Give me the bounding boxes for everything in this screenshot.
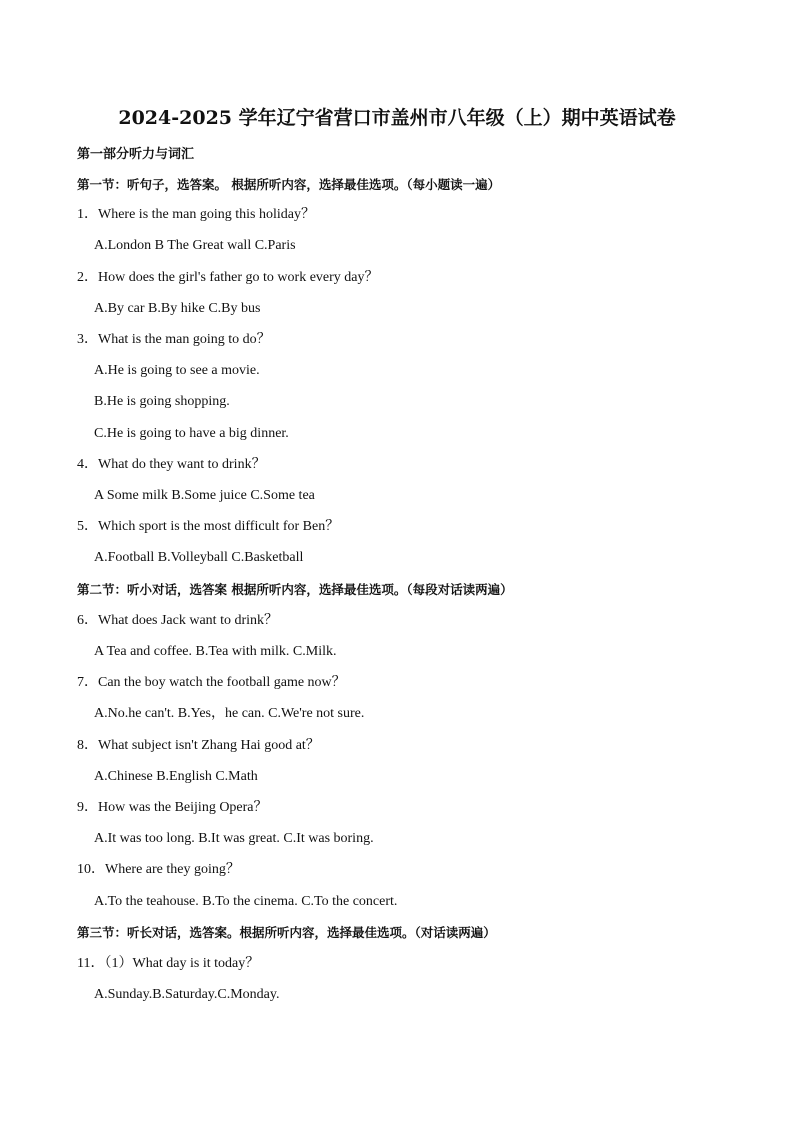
question-3: 3．What is the man going to do？	[77, 332, 271, 347]
question-1: 1．Where is the man going this holiday？	[77, 207, 315, 222]
question-3-option-b: B.He is going shopping.	[94, 394, 230, 409]
question-11: 11．（1）What day is it today？	[77, 956, 260, 971]
section-2-instruction: 第二节：听小对话，选答案 根据所听内容，选择最佳选项。（每段对话读两遍）	[77, 582, 513, 597]
part-heading: 第一部分听力与词汇	[77, 147, 195, 162]
question-5: 5．Which sport is the most difficult for Ben？	[77, 519, 340, 534]
question-8: 8．What subject isn't Zhang Hai good at？	[77, 738, 320, 753]
question-7-options: A.No.he can't. B.Yes，he can. C.We're not sure.	[94, 706, 365, 721]
question-10: 10．Where are they going？	[77, 862, 240, 877]
question-4-options: A Some milk B.Some juice C.Some tea	[94, 488, 315, 503]
question-11-options: A.Sunday.B.Saturday.C.Monday.	[94, 987, 280, 1002]
question-9-options: A.It was too long. B.It was great. C.It was boring.	[94, 831, 374, 846]
exam-title: 2024-2025 学年辽宁省营口市盖州市八年级（上）期中英语试卷	[118, 107, 676, 129]
question-5-options: A.Football B.Volleyball C.Basketball	[94, 550, 304, 565]
section-1-instruction: 第一节：听句子，选答案。 根据所听内容，选择最佳选项。（每小题读一遍）	[77, 177, 501, 192]
question-3-option-a: A.He is going to see a movie.	[94, 363, 260, 378]
question-1-options: A.London B The Great wall C.Paris	[94, 238, 296, 253]
question-10-options: A.To the teahouse. B.To the cinema. C.To the concert.	[94, 894, 398, 909]
question-6: 6．What does Jack want to drink？	[77, 613, 279, 628]
question-2-options: A.By car B.By hike C.By bus	[94, 301, 261, 316]
question-8-options: A.Chinese B.English C.Math	[94, 769, 258, 784]
question-9: 9．How was the Beijing Opera？	[77, 800, 268, 815]
question-3-option-c: C.He is going to have a big dinner.	[94, 426, 289, 441]
section-3-instruction: 第三节：听长对话，选答案。根据所听内容，选择最佳选项。（对话读两遍）	[77, 925, 496, 940]
question-6-options: A Tea and coffee. B.Tea with milk. C.Milk.	[94, 644, 337, 659]
question-2: 2．How does the girl's father go to work every day？	[77, 270, 379, 285]
question-7: 7．Can the boy watch the football game now？	[77, 675, 346, 690]
question-4: 4．What do they want to drink？	[77, 457, 266, 472]
